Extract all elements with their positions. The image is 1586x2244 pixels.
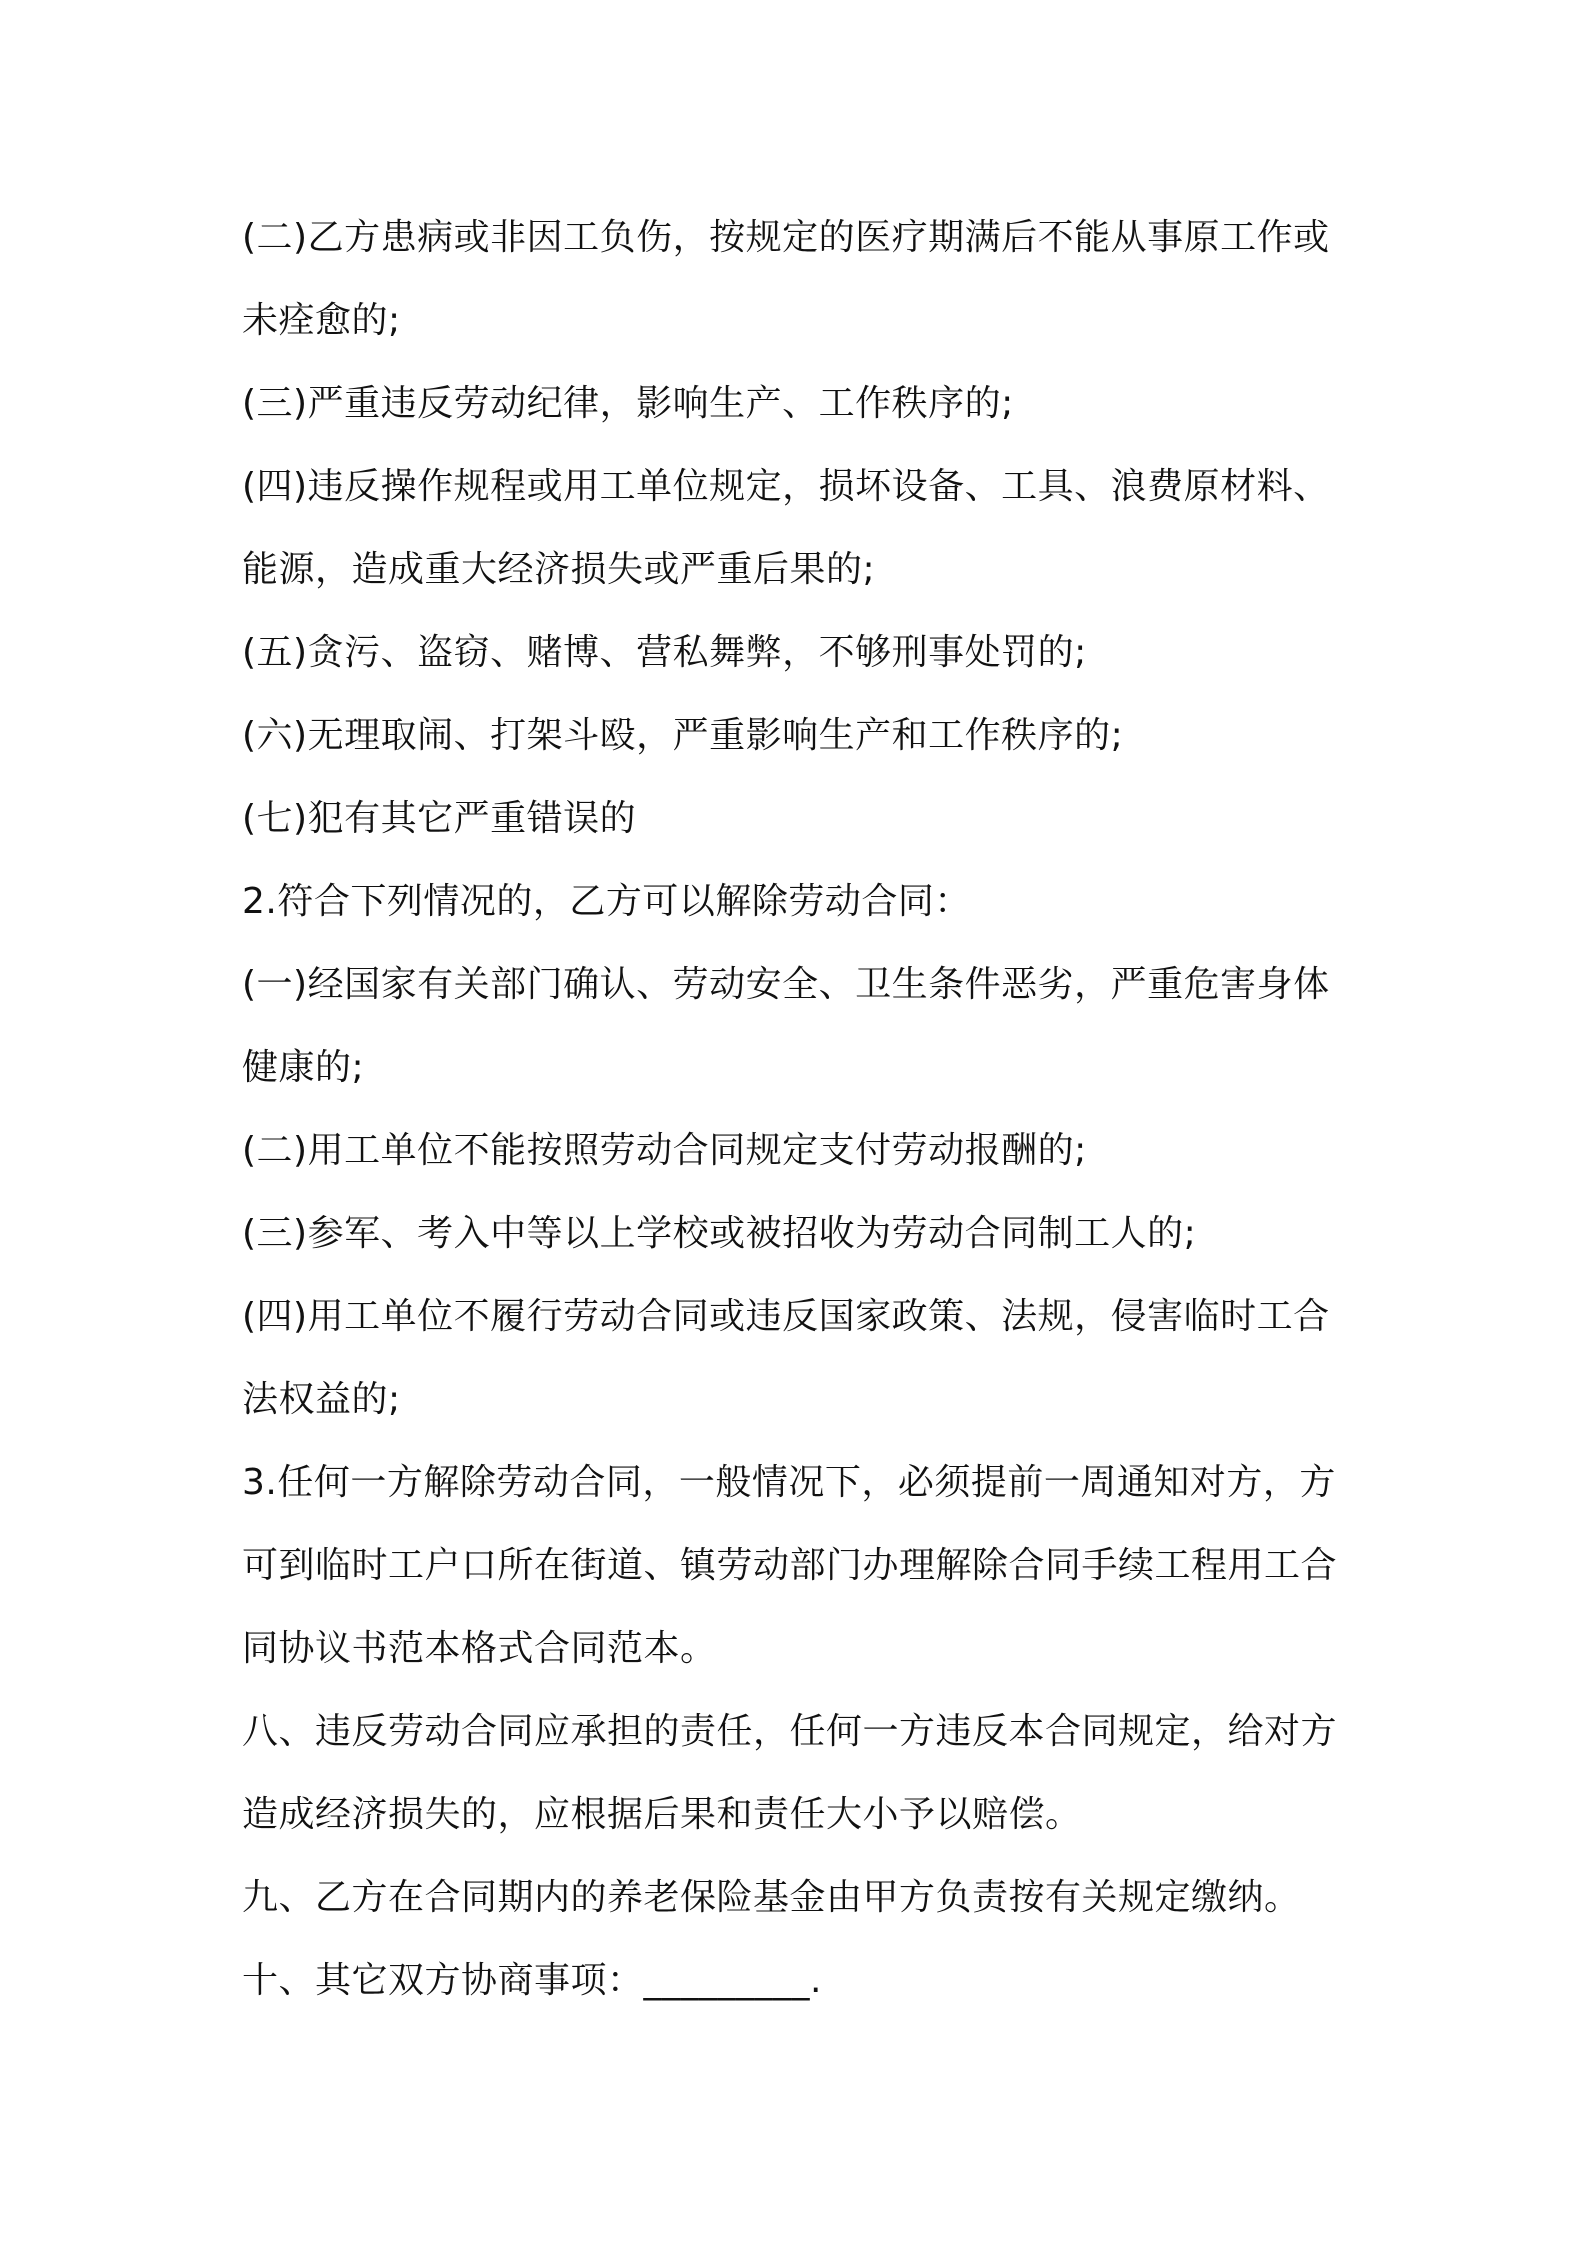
text-line: (二)用工单位不能按照劳动合同规定支付劳动报酬的;	[242, 1130, 1087, 1171]
text-line: (四)违反操作规程或用工单位规定，损坏设备、工具、浪费原材料、	[242, 466, 1330, 507]
text-line: 健康的;	[242, 1047, 365, 1088]
document-body	[242, 196, 1362, 2022]
text-line: 法权益的;	[242, 1379, 401, 1420]
text-line: 十、其它双方协商事项：_________.	[242, 1960, 822, 2001]
text-line: 九、乙方在合同期内的养老保险基金由甲方负责按有关规定缴纳。	[242, 1877, 1301, 1918]
text-line: 2.符合下列情况的，乙方可以解除劳动合同：	[242, 881, 971, 922]
text-line: (二)乙方患病或非因工负伤，按规定的医疗期满后不能从事原工作或	[242, 217, 1330, 258]
text-line: 同协议书范本格式合同范本。	[242, 1628, 717, 1669]
text-line: (六)无理取闹、打架斗殴，严重影响生产和工作秩序的;	[242, 715, 1124, 756]
text-line: (七)犯有其它严重错误的	[242, 798, 637, 839]
text-line: 造成经济损失的，应根据后果和责任大小予以赔偿。	[242, 1794, 1082, 1835]
text-line: (一)经国家有关部门确认、劳动安全、卫生条件恶劣，严重危害身体	[242, 964, 1330, 1005]
text-line: 3.任何一方解除劳动合同，一般情况下，必须提前一周通知对方，方	[242, 1462, 1336, 1503]
text-line: (五)贪污、盗窃、赌博、营私舞弊，不够刑事处罚的;	[242, 632, 1087, 673]
text-line: 八、违反劳动合同应承担的责任，任何一方违反本合同规定，给对方	[242, 1711, 1338, 1752]
text-line: 未痊愈的;	[242, 300, 401, 341]
text-line: 能源，造成重大经济损失或严重后果的;	[242, 549, 876, 590]
text-line: (四)用工单位不履行劳动合同或违反国家政策、法规，侵害临时工合	[242, 1296, 1330, 1337]
text-line: (三)严重违反劳动纪律，影响生产、工作秩序的;	[242, 383, 1014, 424]
text-line: 可到临时工户口所在街道、镇劳动部门办理解除合同手续工程用工合	[242, 1545, 1338, 1586]
text-line: (三)参军、考入中等以上学校或被招收为劳动合同制工人的;	[242, 1213, 1197, 1254]
